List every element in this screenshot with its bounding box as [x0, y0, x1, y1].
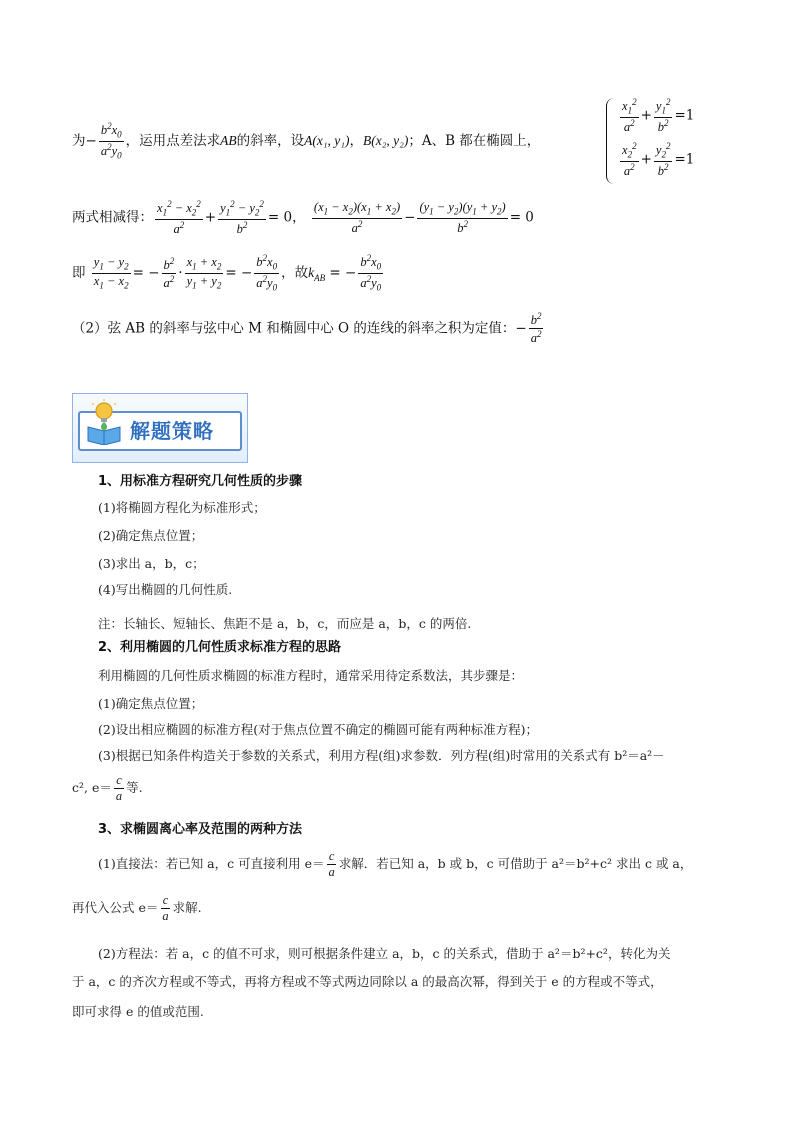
- section3-method2-line2: 于 a，c 的齐次方程或不等式，再将方程或不等式两边同除以 a 的最高次幂，得到关于 e 的方程或不等式，: [72, 974, 663, 989]
- line-2: 两式相减得： $\frac{x_1^2 - x_2^2}{a^2}$ + $\frac{y_1^2 - y_2^2}{b^2}$ = 0， $\frac{(x_1 - x_2)(x_1 + x_2)}{a^2}$ − $\frac{(y_1 - y_2)(y_1 + y_2)}{b^2}$ = 0: [72, 199, 534, 237]
- factored-frac-x: $\frac{(x_1 - x_2)(x_1 + x_2)}{a^2}$: [313, 200, 401, 236]
- system-brace: [606, 98, 615, 184]
- lightbulb-book-icon: [84, 399, 124, 445]
- slope-fraction: $\frac{b^2x_0}{a^2y_0}$: [100, 121, 122, 161]
- line1-text-a: ，运用点差法求: [125, 133, 221, 150]
- section2-intro: 利用椭圆的几何性质求椭圆的标准方程时，通常采用待定系数法，其步骤是：: [98, 668, 524, 683]
- section2-cont: c², e＝ $\frac{c}{a}$ 等.: [72, 773, 143, 804]
- line1-ab: AB: [220, 133, 237, 149]
- line1-sep: ，: [349, 133, 363, 150]
- line-1: [72, 122, 540, 161]
- system-eq-1: $\frac{x_1^2}{a^2}$ + $\frac{y_1^2}{b^2}$ =1: [622, 97, 695, 135]
- section1-item-2: (2)确定焦点位置；: [98, 528, 204, 543]
- line-4: （2）弦 AB 的斜率与弦中心 M 和椭圆中心 O 的连线的斜率之积为定值：− $\frac{b^2}{a^2}$: [72, 311, 542, 346]
- diff-frac-y: $\frac{y_1^2 - y_2^2}{b^2}$: [220, 199, 264, 237]
- line2-eq-rhs: = 0，: [267, 209, 306, 226]
- section2-item-3: (3)根据已知条件构造关于参数的关系式，利用方程(组)求参数．列方程(组)时常用的关系式有 b²＝a²－: [98, 748, 665, 763]
- system-eq1-rhs: =1: [674, 107, 695, 124]
- strategy-banner: [72, 393, 248, 463]
- system-eq-2: $\frac{x_2^2}{a^2}$ + $\frac{y_2^2}{b^2}$ =1: [622, 141, 695, 179]
- section3-method2-line1: (2)方程法：若 a，c 的值不可求，则可根据条件建立 a，b，c 的关系式，借助于 a²＝b²+c²，转化为关: [98, 946, 671, 961]
- line1-text-d: A、B 都在椭圆上，: [421, 133, 541, 150]
- m1-b: 求解．若已知 a，b 或 b，c 可借助于 a²＝b²+c² 求出 c 或 a，: [338, 856, 693, 872]
- section3-heading: 3、求椭圆离心率及范围的两种方法: [98, 822, 303, 837]
- line1-prefix: 为−: [72, 133, 97, 150]
- line2-label: 两式相减得：: [72, 209, 153, 226]
- line2-eq2-rhs: = 0: [509, 209, 534, 226]
- factored-frac-y: $\frac{(y_1 - y_2)(y_1 + y_2)}{b^2}$: [419, 200, 506, 236]
- point-b: B(x₂, y₂): [362, 133, 409, 149]
- section3-method1-line2: 再代入公式 e＝ $\frac{c}{a}$ 求解.: [72, 893, 202, 924]
- m1-c: 再代入公式 e＝: [72, 900, 159, 916]
- section3-method1-line1: (1)直接法：若已知 a，c 可直接利用 e＝ $\frac{c}{a}$ 求解．若已知 a，b 或 b，c 可借助于 a²＝b²+c² 求出 c 或 a，: [98, 849, 693, 880]
- line3-label: 即: [72, 265, 86, 282]
- section2-item-2: (2)设出相应椭圆的标准方程(对于焦点位置不确定的椭圆可能有两种标准方程)；: [98, 722, 538, 737]
- line3-result-label: ，故: [281, 265, 309, 282]
- line1-text-b: 的斜率，设: [236, 133, 305, 150]
- banner-title: 解题策略: [130, 419, 214, 443]
- line1-text-c: ；: [408, 133, 422, 150]
- section1-item-1: (1)将椭圆方程化为标准形式；: [98, 500, 266, 515]
- section2-item-1: (1)确定焦点位置；: [98, 696, 204, 711]
- section1-heading: 1、用标准方程研究几何性质的步骤: [98, 474, 303, 489]
- line-3: 即 $\frac{y_1 - y_2}{x_1 - x_2}$ = − $\frac{b^2}{a^2}$ · $\frac{x_1 + x_2}{y_1 + y_2}$ = − $\frac{b^2x_0}{a^2y_0}$ ，故$k_{AB}$ = − $\frac{b^2x_0}{a^2y_0}$: [72, 253, 382, 293]
- diff-frac-x: $\frac{x_1^2 - x_2^2}{a^2}$: [157, 199, 201, 237]
- k-ab-sub: AB: [314, 272, 326, 283]
- section2-heading: 2、利用椭圆的几何性质求标准方程的思路: [98, 640, 342, 655]
- k-ab: k: [308, 265, 315, 281]
- m1-a: (1)直接法：若已知 a，c 可直接利用 e＝: [98, 856, 325, 872]
- system-eq2-rhs: =1: [674, 151, 695, 168]
- m1-d: 求解.: [172, 900, 202, 916]
- line4-text: （2）弦 AB 的斜率与弦中心 M 和椭圆中心 O 的连线的斜率之积为定值：−: [72, 320, 527, 337]
- section1-item-3: (3)求出 a，b，c；: [98, 556, 205, 571]
- section1-note: 注：长轴长、短轴长、焦距不是 a，b，c，而应是 a，b，c 的两倍.: [98, 616, 472, 631]
- point-a: A(x₁, y₁): [304, 133, 350, 149]
- section3-method2-line3: 即可求得 e 的值或范围.: [72, 1004, 204, 1019]
- section1-item-4: (4)写出椭圆的几何性质.: [98, 582, 233, 597]
- section2-cont-end: 等.: [126, 780, 143, 796]
- section2-cont-text: c², e＝: [72, 780, 112, 796]
